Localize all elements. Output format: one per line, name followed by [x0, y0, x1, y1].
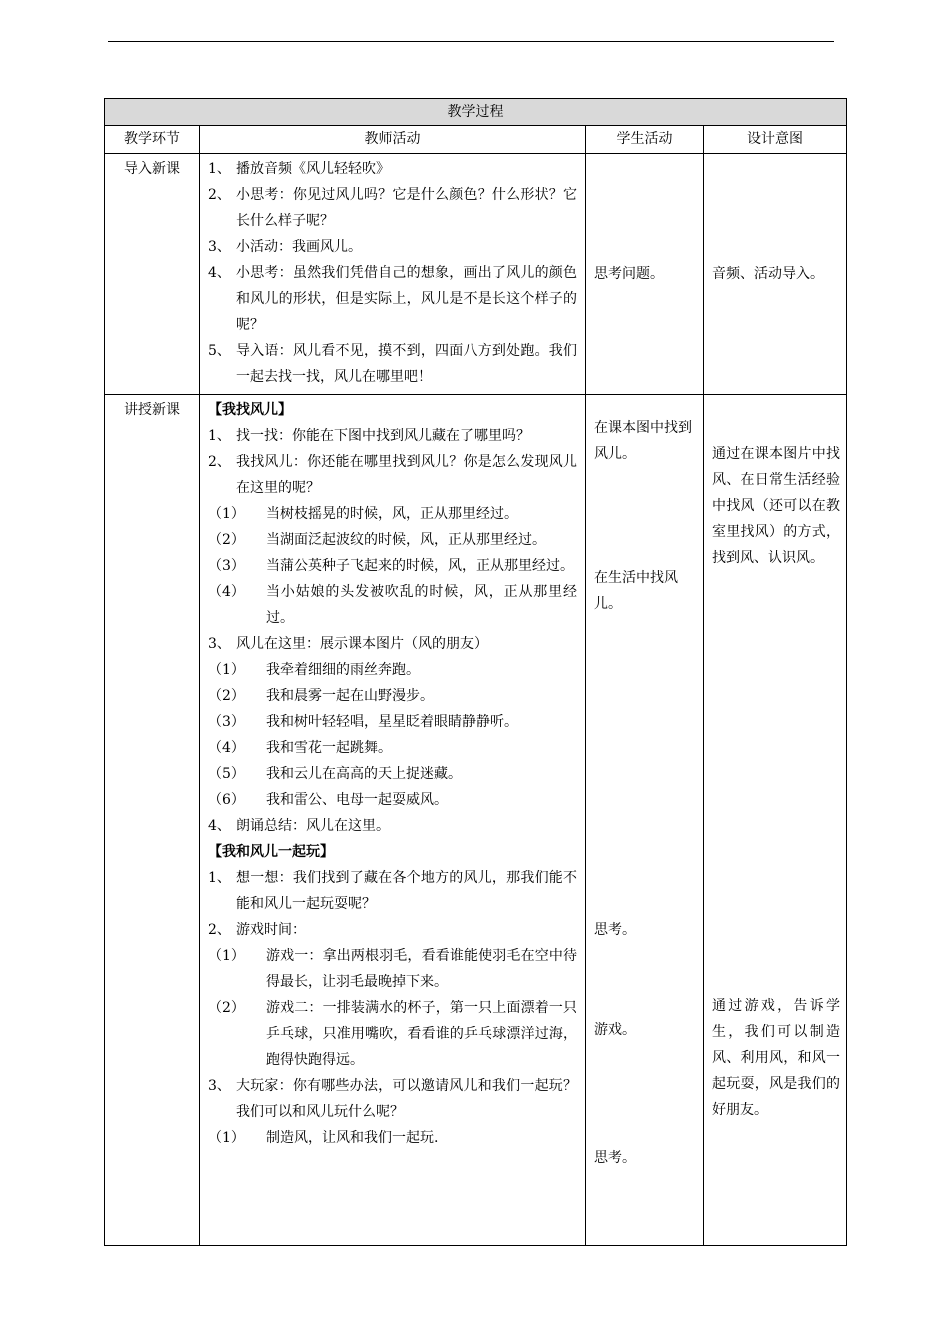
- column-header-row: [105, 126, 847, 154]
- list-item: （3） 我和树叶轻轻唱，星星眨着眼睛静静听。: [208, 714, 518, 730]
- list-item: （2） 游戏二：一排装满水的杯子，第一只上面漂着一只乒乓球，只准用嘴吹，看看谁的乒乓球漂洋过海，跑得快跑得远。: [208, 1000, 577, 1068]
- design-intent-teach: [704, 395, 847, 1246]
- header-rule: [108, 41, 834, 42]
- table-row-intro: [105, 154, 847, 395]
- list-item: （6） 我和雷公、电母一起耍威风。: [208, 792, 448, 808]
- student-note: 在生活中找风儿。: [594, 570, 678, 612]
- list-item: （4） 我和雪花一起跳舞。: [208, 740, 392, 756]
- list-item: 4、 小思考：虽然我们凭借自己的想象，画出了风儿的颜色和风儿的形状，但是实际上，风儿是不是长这个样子的呢？: [208, 265, 577, 333]
- section-title-play-with-wind: 【我和风儿一起玩】: [208, 844, 334, 860]
- header-design: 设计意图: [704, 126, 847, 154]
- section-title-find-wind: 【我找风儿】: [208, 402, 292, 418]
- list-item: 3、 风儿在这里：展示课本图片（风的朋友）: [208, 636, 488, 652]
- teacher-activity-teach: [200, 395, 586, 1246]
- list-item: 3、 大玩家：你有哪些办法，可以邀请风儿和我们一起玩？我们可以和风儿玩什么呢？: [208, 1078, 577, 1120]
- student-activity-intro: 思考问题。: [586, 154, 704, 395]
- list-item: 2、 我找风儿：你还能在哪里找到风儿？你是怎么发现风儿在这里的呢？: [208, 454, 577, 496]
- list-item: 2、 小思考：你见过风儿吗？它是什么颜色？什么形状？它长什么样子呢？: [208, 187, 577, 229]
- design-intent-intro: 音频、活动导入。: [704, 154, 847, 395]
- list-item: （1） 当树枝摇晃的时候，风，正从那里经过。: [208, 506, 518, 522]
- header-student: 学生活动: [586, 126, 704, 154]
- header-teacher: 教师活动: [200, 126, 586, 154]
- stage-teach: 讲授新课: [105, 395, 200, 1246]
- design-note: 通过在课本图片中找风、在日常生活经验中找风（还可以在教室里找风）的方式，找到风、认识风。: [712, 446, 840, 566]
- list-item: 5、 导入语：风儿看不见，摸不到，四面八方到处跑。我们一起去找一找，风儿在哪里吧！: [208, 343, 577, 385]
- student-note: 游戏。: [594, 1022, 636, 1038]
- design-note: 通过游戏，告诉学生，我们可以制造风、利用风，和风一起玩耍，风是我们的好朋友。: [712, 998, 840, 1118]
- list-item: （1） 游戏一：拿出两根羽毛，看看谁能使羽毛在空中待得最长，让羽毛最晚掉下来。: [208, 948, 577, 990]
- list-item: 1、 找一找：你能在下图中找到风儿藏在了哪里吗？: [208, 428, 530, 444]
- list-item: （1） 制造风，让风和我们一起玩.: [208, 1130, 439, 1146]
- table-row-teach: [105, 395, 847, 1246]
- list-item: 1、 想一想：我们找到了藏在各个地方的风儿，那我们能不能和风儿一起玩耍呢？: [208, 870, 577, 912]
- header-stage: 教学环节: [105, 126, 200, 154]
- list-item: 4、 朗诵总结：风儿在这里。: [208, 818, 390, 834]
- list-item: （3） 当蒲公英种子飞起来的时候，风，正从那里经过。: [208, 558, 574, 574]
- list-item: 2、 游戏时间：: [208, 922, 306, 938]
- table-title: 教学过程: [105, 99, 847, 126]
- list-item: 1、 播放音频《风儿轻轻吹》: [208, 161, 390, 177]
- lesson-process-table: [104, 98, 847, 1246]
- list-item: （5） 我和云儿在高高的天上捉迷藏。: [208, 766, 462, 782]
- student-note: 在课本图中找到风儿。: [594, 420, 692, 462]
- student-activity-teach: [586, 395, 704, 1246]
- list-item: （1） 我牵着细细的雨丝奔跑。: [208, 662, 420, 678]
- list-item: （4） 当小姑娘的头发被吹乱的时候，风，正从那里经过。: [208, 584, 577, 626]
- list-item: 3、 小活动：我画风儿。: [208, 239, 362, 255]
- list-item: （2） 当湖面泛起波纹的时候，风，正从那里经过。: [208, 532, 546, 548]
- student-note: 思考。: [594, 1150, 636, 1166]
- student-note: 思考。: [594, 922, 636, 938]
- teacher-activity-intro: [200, 154, 586, 395]
- list-item: （2） 我和晨雾一起在山野漫步。: [208, 688, 434, 704]
- stage-intro: 导入新课: [105, 154, 200, 395]
